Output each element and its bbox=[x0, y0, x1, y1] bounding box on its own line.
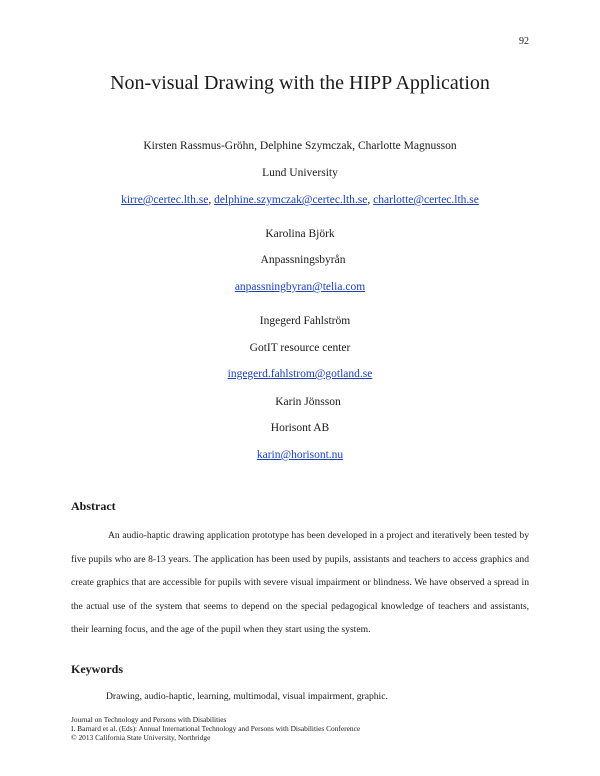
email-separator: , bbox=[208, 194, 215, 206]
email-jonsson-line bbox=[0, 449, 600, 461]
keywords-body: Drawing, audio-haptic, learning, multimodal, visual impairment, graphic. bbox=[106, 691, 388, 702]
abstract-body: An audio-haptic drawing application prototype has been developed in a project and iteratively been tested by five pupils who are 8-13 years. The application has been used by pupils, assistants and teachers to access graphics and create graphics that are accessible for pupils with severe visual impairment or blindness. We have observed a spread in the actual use of the system that seems to depend on the special pedagogical knowledge of teachers and assistants, their learning focus, and the age of the pupil when they start using the system. bbox=[71, 530, 529, 636]
affiliation-gotit: GotIT resource center bbox=[249, 342, 351, 354]
email-bjork-line bbox=[0, 281, 600, 293]
email-link-delphine[interactable]: delphine.szymczak@certec.lth.se bbox=[214, 194, 368, 206]
abstract-heading: Abstract bbox=[71, 499, 116, 513]
author-bjork: Karolina Björk bbox=[265, 228, 335, 240]
email-link-horisont[interactable]: karin@horisont.nu bbox=[256, 449, 344, 461]
affiliation-horisont: Horisont AB bbox=[270, 422, 330, 434]
affiliation-anpassningsbyran: Anpassningsbyrån bbox=[260, 254, 346, 266]
email-fahlstrom-line bbox=[0, 368, 600, 380]
journal-footer bbox=[71, 715, 360, 742]
footer-copyright: © 2013 California State University, Northridge bbox=[71, 733, 211, 742]
footer-editors: I. Barnard et al. (Eds): Annual International Technology and Persons with Disabilities Conference bbox=[71, 724, 361, 733]
author-jonsson: Karin Jönsson bbox=[275, 396, 341, 408]
email-link-kirre[interactable]: kirre@certec.lth.se bbox=[121, 194, 209, 206]
email-link-charlotte[interactable]: charlotte@certec.lth.se bbox=[373, 194, 479, 206]
authors-line: Kirsten Rassmus-Gröhn, Delphine Szymczak, Charlotte Magnusson bbox=[143, 140, 457, 152]
affiliation-lund: Lund University bbox=[262, 167, 338, 179]
page-number: 92 bbox=[519, 36, 529, 47]
paper-title: Non-visual Drawing with the HIPP Application bbox=[110, 72, 490, 94]
author-fahlstrom: Ingegerd Fahlström bbox=[259, 315, 351, 327]
email-separator: , bbox=[367, 194, 374, 206]
email-link-fahlstrom[interactable]: ingegerd.fahlstrom@gotland.se bbox=[227, 368, 373, 380]
email-link-anpassningbyran[interactable]: anpassningbyran@telia.com bbox=[234, 281, 366, 293]
keywords-heading: Keywords bbox=[71, 662, 123, 676]
email-list-lund bbox=[0, 194, 600, 206]
footer-journal-name: Journal on Technology and Persons with Disabilities bbox=[71, 715, 227, 724]
